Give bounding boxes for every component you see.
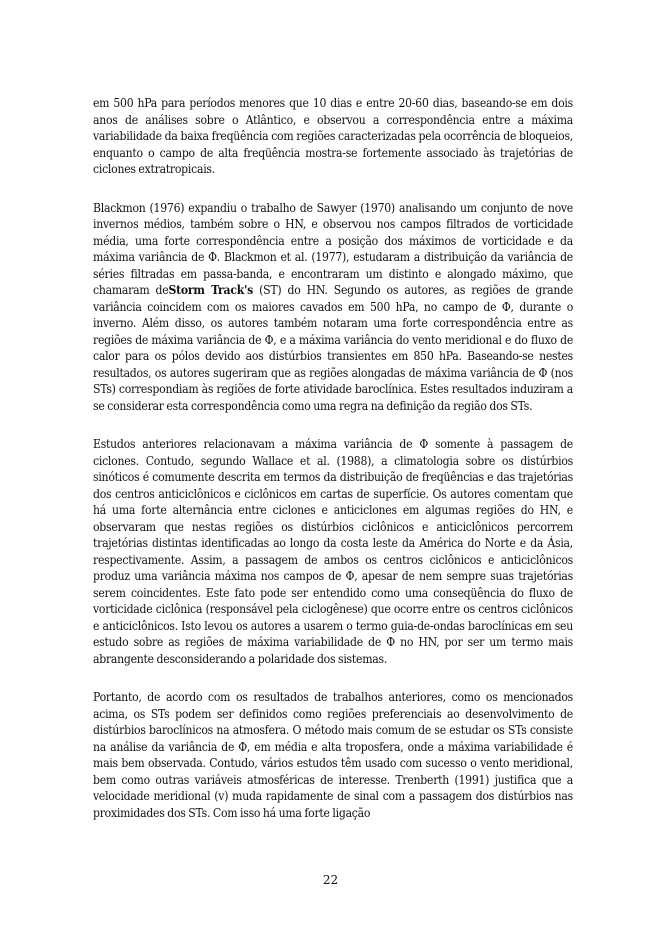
storm-tracks-term: Storm Track's [168, 283, 253, 297]
paragraph-2 [93, 200, 573, 415]
paragraph-2-text-after: (ST) do HN. Segundo os autores, as regiões de grande variância coincidem com os maiores cavados em 500 hPa, no campo de Φ, durante o inverno. Além disso, os autores também notaram uma forte correspondência entre as regiões de máxima variância de Φ, e a máxima variância do vento meridional e do fluxo de calor para os pólos devido aos distúrbios transientes em 850 hPa. Baseando-se nestes resultados, os autores sugeriram que as regiões alongadas de máxima variância de Φ (nos STs) correspondiam às regiões de forte atividade baroclínica. Estes resultados induziram a se considerar esta correspondência como uma regra na definição da região dos STs. [93, 283, 573, 413]
paragraph-3: Estudos anteriores relacionavam a máxima variância de Φ somente à passagem de ciclones. Contudo, segundo Wallace et al. (1988), a climatologia sobre os distúrbios sinóticos é comumente descrita em termos da distribuição de freqüências e das trajetórias dos centros anticiclônicos e ciclônicos em cartas de superfície. Os autores comentam que há uma forte alternância entre ciclones e anticiclones em algumas regiões do HN, e observaram que nestas regiões os distúrbios ciclônicos e anticiclônicos percorrem trajetórias distintas identificadas ao longo da costa leste da América do Norte e da Ásia, respectivamente. Assim, a passagem de ambos os centros ciclônicos e anticiclônicos produz uma variância máxima nos campos de Φ, apesar de nem sempre suas trajetórias serem coincidentes. Este fato pode ser entendido como uma conseqüência do fluxo de vorticidade ciclônica (responsável pela ciclogênese) que ocorre entre os centros ciclônicos e anticiclônicos. Isto levou os autores a usarem o termo guia-de-ondas baroclínicas em seu estudo sobre as regiões de máxima variabilidade de Φ no HN, por ser um termo mais abrangente desconsiderando a polaridade dos sistemas. [93, 437, 573, 666]
paragraph-1: em 500 hPa para períodos menores que 10 dias e entre 20-60 dias, baseando-se em dois anos de análises sobre o Atlântico, e observou a correspondência entre a máxima variabilidade da baixa freqüência com regiões caracterizadas pela ocorrência de bloqueios, enquanto o campo de alta freqüência mostra-se fortemente associado às trajetórias de ciclones extratropicais. [93, 96, 573, 176]
paragraph-2-text-before: Blackmon (1976) expandiu o trabalho de Sawyer (1970) analisando um conjunto de nove invernos médios, também sobre o HN, e observou nos campos filtrados de vorticidade média, uma forte correspondência entre a posição dos máximos de vorticidade e da máxima variância de Φ. Blackmon et al. (1977), estudaram a distribuição da variância de séries filtradas em passa-banda, e encontraram um distinto e alongado máximo, que chamaram de [93, 200, 573, 297]
paragraph-4: Portanto, de acordo com os resultados de trabalhos anteriores, como os mencionados acima, os STs podem ser definidos como regiões preferenciais ao desenvolvimento de distúrbios baroclínicos na atmosfera. O método mais comum de se estudar os STs consiste na análise da variância de Φ, em média e alta troposfera, onde a máxima variabilidade é mais bem observada. Contudo, vários estudos têm usado com sucesso o vento meridional, bem como outras variáveis atmosféricas de interesse. Trenberth (1991) justifica que a velocidade meridional (v) muda rapidamente de sinal com a passagem dos distúrbios nas proximidades dos STs. Com isso há uma forte ligação [93, 690, 573, 820]
page-number: 22 [322, 873, 339, 887]
page-body [93, 95, 573, 843]
